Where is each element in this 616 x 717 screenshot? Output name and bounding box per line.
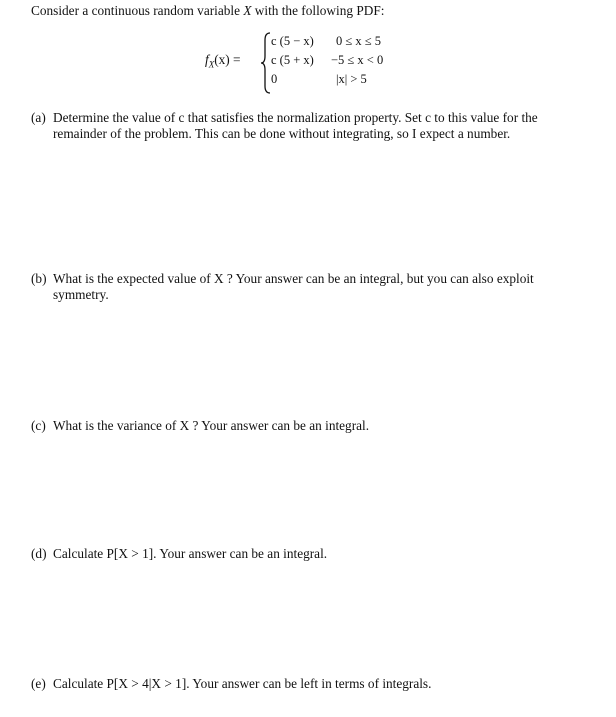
pdf-case-2-cond: −5 ≤ x < 0 <box>331 53 384 67</box>
pdf-case-1-expr: c (5 − x) <box>271 34 314 48</box>
question-c-label: (c) <box>31 418 46 433</box>
pdf-lhs-f: f <box>205 52 209 67</box>
question-e-label: (e) <box>31 676 46 691</box>
question-d <box>31 546 591 562</box>
question-b <box>31 271 591 303</box>
question-a-text: Determine the value of c that satisfies the normalization property. Set c to this value for the remainder of the problem. This can be done without integrating, so I expect a number. <box>53 110 538 141</box>
intro-variable: X <box>243 3 252 18</box>
question-c-text: What is the variance of X ? Your answer can be an integral. <box>53 418 370 433</box>
pdf-lhs-sub: X <box>208 59 215 70</box>
pdf-equation <box>205 32 465 94</box>
question-e <box>31 676 591 692</box>
question-d-label: (d) <box>31 546 47 561</box>
question-a-label: (a) <box>31 110 46 125</box>
problem-intro <box>31 3 384 19</box>
question-b-label: (b) <box>31 271 47 286</box>
question-e-text: Calculate P[X > 4|X > 1]. Your answer can be left in terms of integrals. <box>53 676 432 691</box>
question-d-text: Calculate P[X > 1]. Your answer can be an integral. <box>53 546 328 561</box>
question-a <box>31 110 591 142</box>
pdf-lhs <box>205 52 241 70</box>
pdf-lhs-rest: (x) = <box>214 52 241 67</box>
intro-text-before: Consider a continuous random variable <box>31 3 244 18</box>
pdf-case-3-expr: 0 <box>271 72 278 86</box>
pdf-case-1-cond: 0 ≤ x ≤ 5 <box>336 34 381 48</box>
question-b-text: What is the expected value of X ? Your answer can be an integral, but you can also exploit symmetry. <box>53 271 534 302</box>
pdf-case-2-expr: c (5 + x) <box>271 53 314 67</box>
intro-text-after: with the following PDF: <box>251 3 385 18</box>
question-c <box>31 418 591 434</box>
pdf-case-3-cond: |x| > 5 <box>336 72 367 86</box>
